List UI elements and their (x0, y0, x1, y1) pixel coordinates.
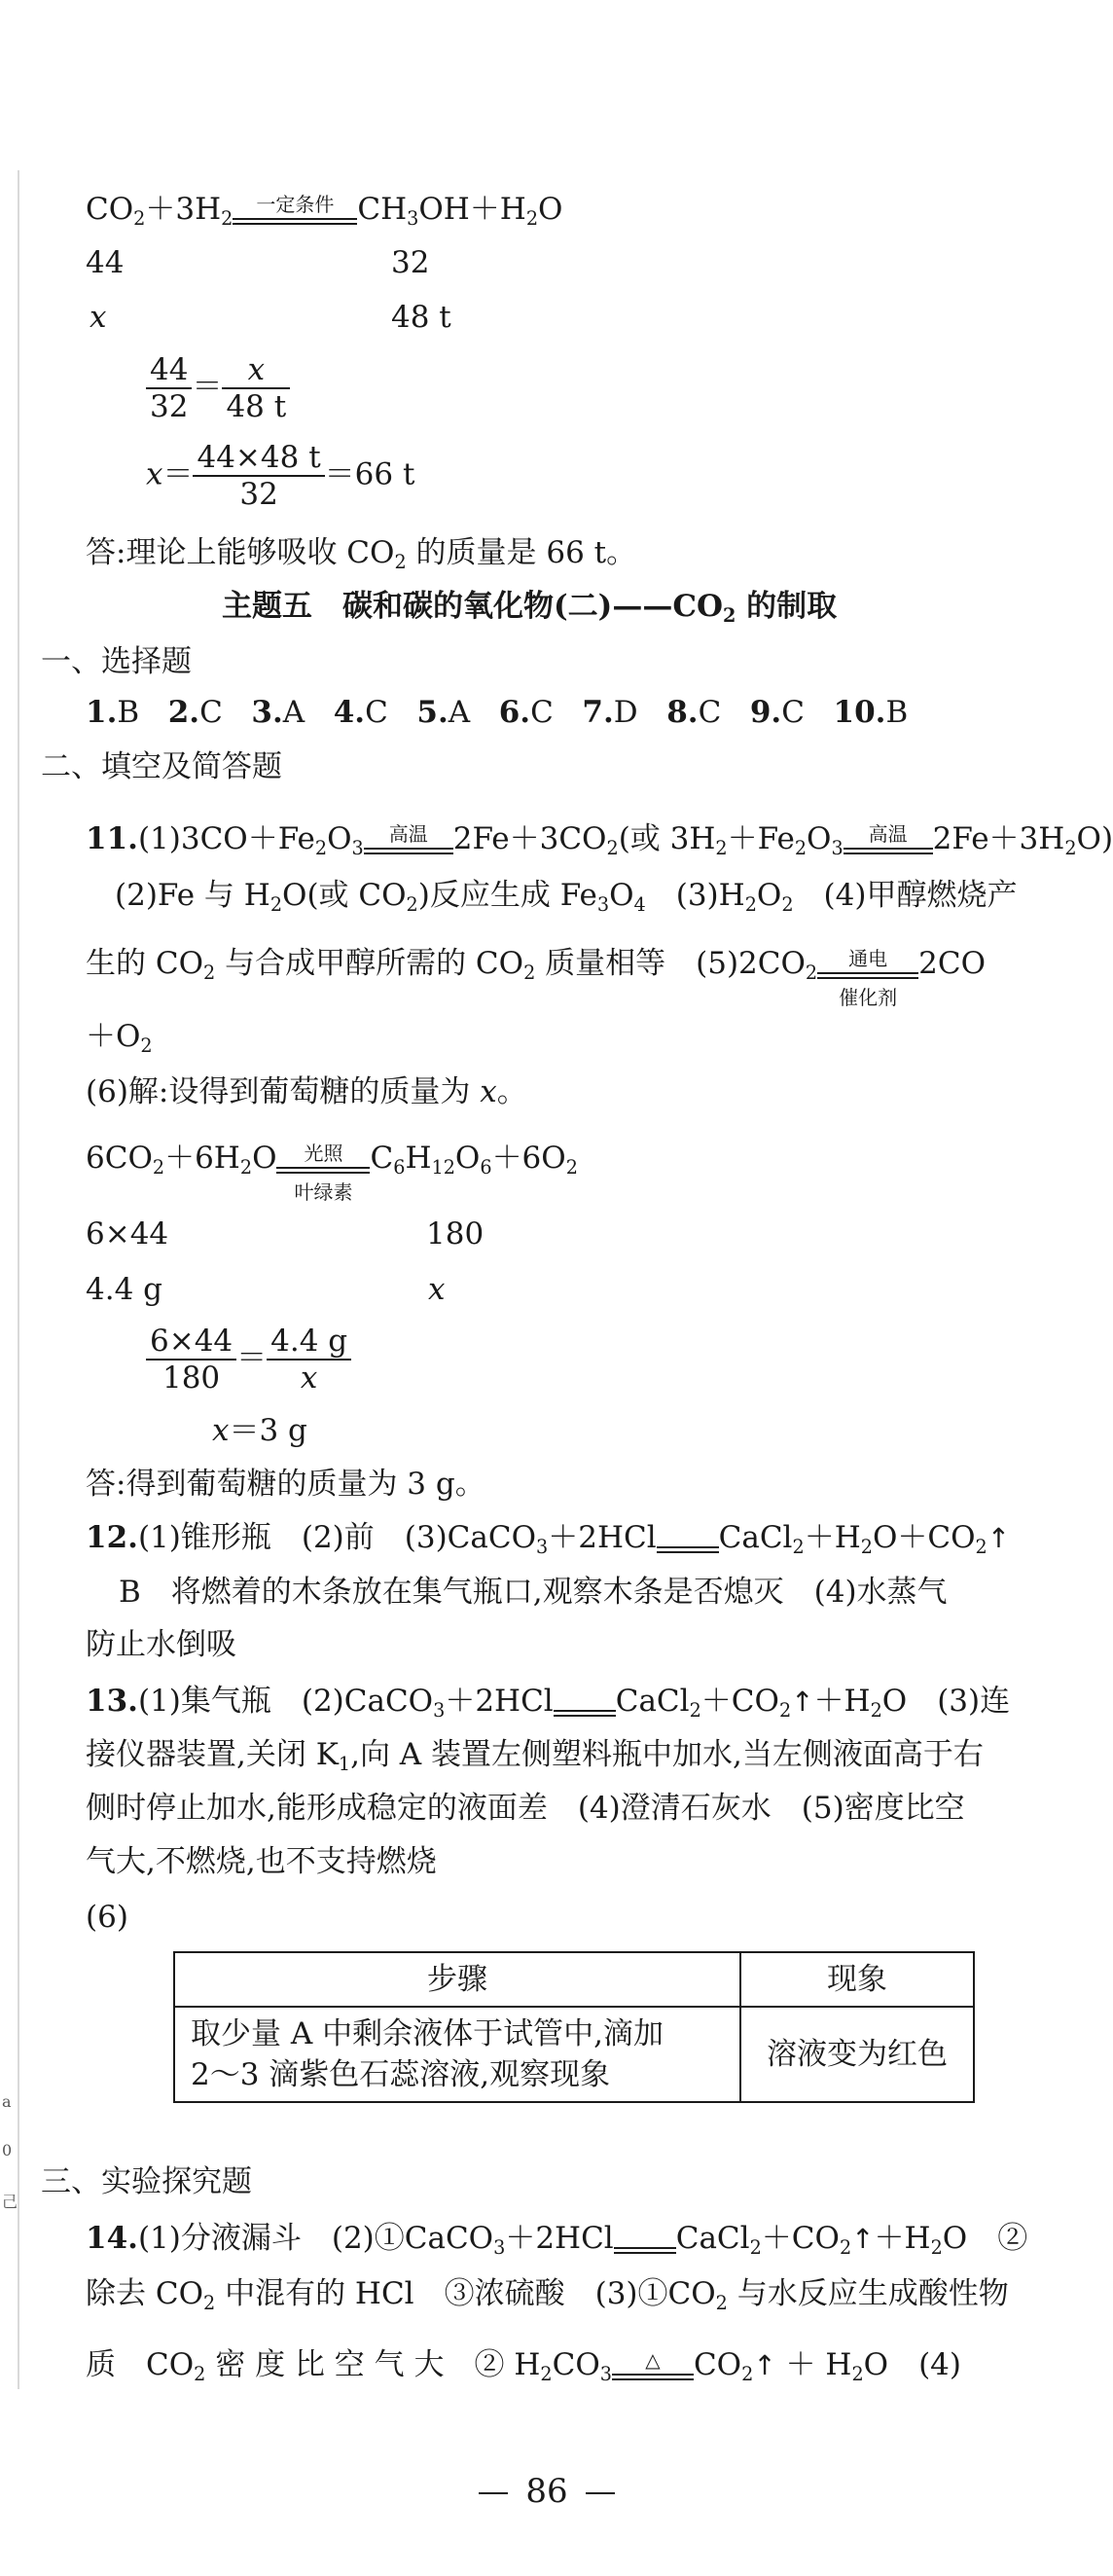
condition-arrow: 一定条件 (233, 200, 357, 238)
section-title: 主题五 碳和碳的氧化物(二)$——CO_2$ 的制取 (222, 589, 838, 627)
heading-fill: 二、填空及简答题 (41, 749, 282, 784)
proportion-equation: $\frac{44}{32}$ ＝ $\frac{x}{48 t}$ (146, 352, 290, 424)
q11-answer: 答:得到葡萄糖的质量为 3 g。 (86, 1467, 485, 1502)
page-number: 86 (0, 2472, 1094, 2511)
margin-rule (18, 170, 19, 2389)
step-line-1: 取少量 A 中剩余液体于试管中,滴加 (191, 2016, 664, 2051)
edge-mark: a (2, 2092, 12, 2111)
co2-mass: 4.4 g (86, 1272, 162, 1307)
q12-line3: 防止水倒吸 (86, 1627, 236, 1662)
q11-line1: $11.(1)3CO+Fe_2O_3$ 高温 $2Fe+3CO_2$(或 $3H_2+Fe_2O_3$ 高温 $2Fe+3H_2O$) (86, 821, 1113, 859)
q11-line2: (2)Fe 与 $H_2O$(或 $CO_2$)反应生成 $Fe_3O_4$ $(3)H_2O_2$ (4)甲醇燃烧产 (115, 878, 1018, 916)
molar-mass-reactant: 6×44 (86, 1216, 169, 1252)
variable-x-glucose: x (428, 1272, 446, 1307)
variable-x: x (90, 300, 107, 335)
q13-line1: 13.(1)集气瓶 (2)CaCO$_3$＋2HCl $CaCl_2+CO_2↑+H_2O$ (3)连 (86, 1684, 1011, 1722)
q11-line3: 生的 $CO_2$ 与合成甲醇所需的 $CO_2$ 质量相等 $(5)2CO_2$ 通电 催化剂 2CO (86, 946, 986, 1009)
answer-text: 答:理论上能够吸收 $CO_2$ 的质量是 66 t。 (86, 535, 637, 573)
edge-mark: 己 (2, 2193, 18, 2211)
table-cell-step (174, 2007, 740, 2102)
q13-line2: 接仪器装置,关闭 $K_1$,向 A 装置左侧塑料瓶中加水,当左侧液面高于右 (86, 1737, 984, 1775)
table-header-row (174, 1952, 974, 2007)
solve-x-2: x＝3 g (212, 1413, 307, 1448)
q12-line2: B 将燃着的木条放在集气瓶口,观察木条是否熄灭 (4)水蒸气 (119, 1575, 948, 1610)
step-line-2: 2～3 滴紫色石蕊溶液,观察现象 (191, 2057, 611, 2092)
edge-mark: 0 (2, 2141, 13, 2159)
q11-solution-intro: (6)解:设得到葡萄糖的质量为 x。 (86, 1074, 527, 1109)
reaction-photosynthesis: $6CO_2+6H_2O$ 光照 叶绿素 $C_6H_{12}O_6+6O_2$ (86, 1141, 578, 1204)
q14-line1: 14.(1)分液漏斗 (2)①CaCO$_3$＋2HCl $CaCl_2+CO_2↑+H_2O$ ② (86, 2221, 1028, 2259)
table-header-step: 步骤 (174, 1952, 740, 2007)
reaction-co2-methanol: $CO_2+3H_2$ 一定条件 $CH_3OH+H_2O$ (86, 190, 562, 238)
q12-line1: 12.(1)锥形瓶 (2)前 (3)CaCO$_3$＋2HCl $CaCl_2+H_2O+CO_2↑$ (86, 1520, 1011, 1558)
choice-answers: 1.B 2.C 3.A 4.C 5.A 6.C 7.D 8.C 9.C 10.B (86, 695, 909, 730)
molar-mass-co2: 44 (86, 245, 125, 280)
q13-line4: 气大,不燃烧,也不支持燃烧 (86, 1844, 437, 1879)
q11-line4: $+O_2$ (86, 1019, 153, 1057)
result-table (173, 1951, 975, 2103)
q14-line2: 除去 $CO_2$ 中混有的 HCl ③浓硫酸 $(3)①CO_2$ 与水反应生成酸性物 (86, 2276, 1009, 2314)
molar-mass-methanol: 32 (391, 245, 430, 280)
table-cell-observation: 溶液变为红色 (740, 2007, 974, 2102)
molar-mass-glucose: 180 (426, 1216, 485, 1252)
heading-choice: 一、选择题 (41, 644, 192, 679)
q14-line3: 质 $CO_2$ 密 度 比 空 气 大 ② $H_2CO_3$ △ $CO_2↑ + H_2O$ (4) (86, 2347, 961, 2385)
solve-x: x＝ $\frac{44\times 48 t}{32}$ ＝66 t (146, 440, 415, 512)
q13-line3: 侧时停止加水,能形成稳定的液面差 (4)澄清石灰水 (5)密度比空 (86, 1791, 965, 1826)
heading-experiment: 三、实验探究题 (41, 2164, 252, 2199)
methanol-mass: 48 t (391, 300, 451, 335)
proportion-equation-2: $\frac{6\times 44}{180}$ ＝ $\frac{4.4 g}{x}$ (146, 1324, 351, 1396)
q13-line5: (6) (86, 1900, 128, 1935)
table-header-observation: 现象 (740, 1952, 974, 2007)
table-row (174, 2007, 974, 2102)
